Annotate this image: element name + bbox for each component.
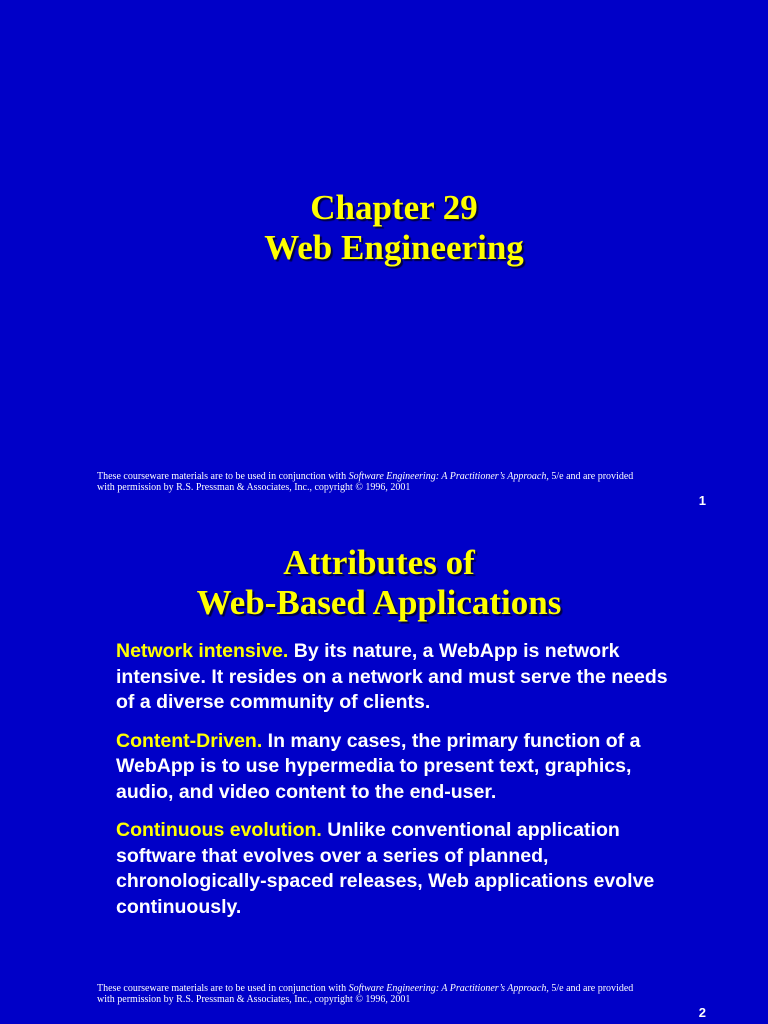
footer-text: 5/e and are provided xyxy=(548,471,634,482)
attribute-description: Unlike conventional application software that evolves over a series of planned, chronologically-spaced releases, Web applications evolve continuously. xyxy=(116,819,655,918)
footer-text: These courseware materials are to be used in conjunction with xyxy=(97,983,349,994)
slide-title xyxy=(0,543,763,623)
footer-book-title: Software Engineering: A Practitioner’s Approach, xyxy=(348,983,549,994)
footer-line-2: with permission by R.S. Pressman & Associates, Inc., copyright © 1996, 2001 xyxy=(97,994,411,1005)
title-line-1: Chapter 29 xyxy=(310,188,478,227)
title-line-1: Attributes of xyxy=(283,543,475,582)
attribute-paragraph xyxy=(116,818,686,920)
attribute-paragraph xyxy=(116,729,686,806)
attribute-term: Network intensive. xyxy=(116,640,289,662)
attribute-description: By its nature, a WebApp is network intensive. It resides on a network and must serve the needs of a diverse community of clients. xyxy=(116,640,668,713)
footer-line-1 xyxy=(97,471,697,482)
slide-2 xyxy=(0,512,768,1024)
footer-line-2: with permission by R.S. Pressman & Associates, Inc., copyright © 1996, 2001 xyxy=(97,482,411,493)
page-number: 1 xyxy=(698,493,706,508)
slide-body xyxy=(116,639,686,933)
footer-line-1 xyxy=(97,983,697,994)
title-line-2: Web Engineering xyxy=(264,228,524,267)
attribute-term: Continuous evolution. xyxy=(116,819,322,841)
copyright-footer xyxy=(97,983,697,1005)
attribute-paragraph xyxy=(116,639,686,716)
footer-text: 5/e and are provided xyxy=(548,983,634,994)
attribute-term: Content-Driven. xyxy=(116,729,263,752)
footer-book-title: Software Engineering: A Practitioner’s Approach, xyxy=(348,471,549,482)
footer-text: These courseware materials are to be used in conjunction with xyxy=(97,471,349,482)
attribute-description: In many cases, the primary function of a WebApp is to use hypermedia to present text, graphics, audio, and video content to the end-user. xyxy=(116,729,641,803)
copyright-footer xyxy=(97,471,697,493)
slide-title xyxy=(10,188,768,268)
page-number: 2 xyxy=(698,1005,706,1020)
title-line-2: Web-Based Applications xyxy=(196,583,562,622)
